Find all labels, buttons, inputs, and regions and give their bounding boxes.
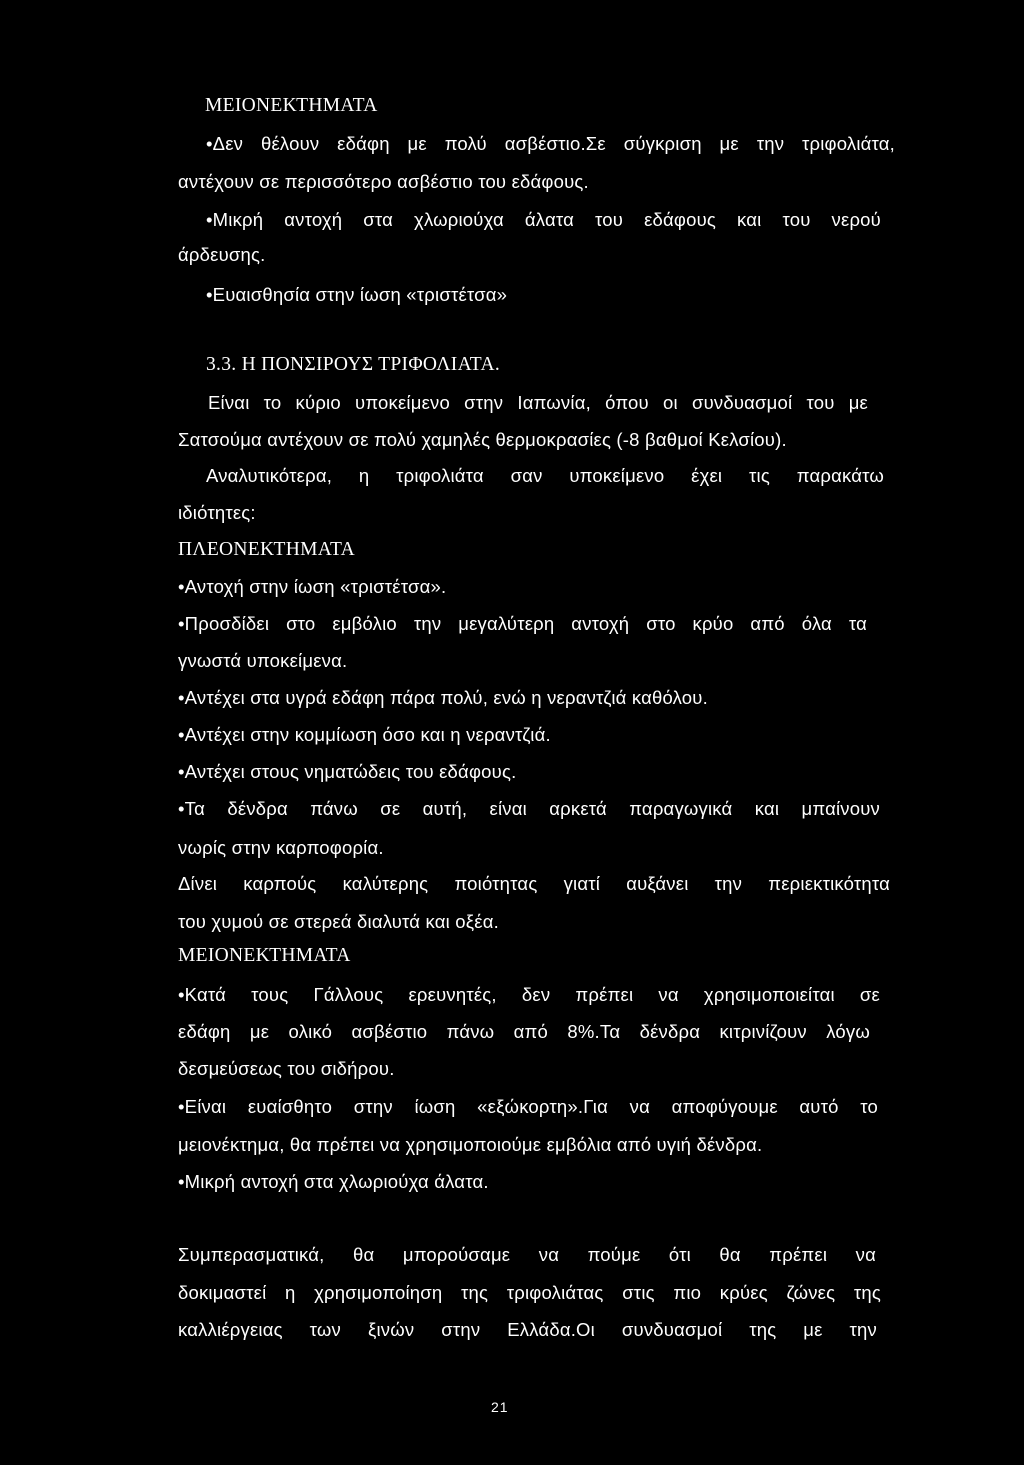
text-line: άρδευσης. xyxy=(178,244,266,265)
text-line: μειονέκτημα, θα πρέπει να χρησιμοποιούμε εμβόλια από υγιή δένδρα. xyxy=(178,1134,763,1155)
text-line: •Προσδίδει στο εμβόλιο την μεγαλύτερη αντοχή στο κρύο από όλα τα xyxy=(178,613,867,634)
section-heading-disadvantages: ΜΕΙΟΝΕΚΤΗΜΑΤΑ xyxy=(205,95,378,116)
section-heading-disadvantages-2: ΜΕΙΟΝΕΚΤΗΜΑΤΑ xyxy=(178,945,351,966)
text-line: γνωστά υποκείμενα. xyxy=(178,650,348,671)
text-line: Δίνει καρπούς καλύτερης ποιότητας γιατί αυξάνει την περιεκτικότητα xyxy=(178,873,890,894)
text-line: Σατσούμα αντέχουν σε πολύ χαμηλές θερμοκρασίες (-8 βαθμοί Κελσίου). xyxy=(178,429,787,450)
text-line: •Είναι ευαίσθητο στην ίωση «εξώκορτη».Για να αποφύγουμε αυτό το xyxy=(178,1096,878,1117)
section-heading-advantages: ΠΛΕΟΝΕΚΤΗΜΑΤΑ xyxy=(178,539,356,560)
text-line: •Ευαισθησία στην ίωση «τριστέτσα» xyxy=(206,284,508,305)
text-line: Συμπερασματικά, θα μπορούσαμε να πούμε ότι θα πρέπει να xyxy=(178,1244,876,1265)
text-line: δοκιμαστεί η χρησιμοποίηση της τριφολιάτας στις πιο κρύες ζώνες της xyxy=(178,1282,881,1303)
text-line: εδάφη με ολικό ασβέστιο πάνω από 8%.Τα δένδρα κιτρινίζουν λόγω xyxy=(178,1021,870,1042)
text-line: του χυμού σε στερεά διαλυτά και οξέα. xyxy=(178,911,499,932)
text-line: •Αντέχει στους νηματώδεις του εδάφους. xyxy=(178,761,517,782)
text-line: •Τα δένδρα πάνω σε αυτή, είναι αρκετά παραγωγικά και μπαίνουν xyxy=(178,798,880,819)
text-line: •Μικρή αντοχή στα χλωριούχα άλατα. xyxy=(178,1171,489,1192)
text-line: αντέχουν σε περισσότερο ασβέστιο του εδάφους. xyxy=(178,171,589,192)
text-line: •Δεν θέλουν εδάφη με πολύ ασβέστιο.Σε σύγκριση με την τριφολιάτα, xyxy=(206,133,895,154)
text-line: δεσμεύσεως του σιδήρου. xyxy=(178,1058,395,1079)
text-line: ιδιότητες: xyxy=(178,502,256,523)
text-line: •Αντέχει στην κομμίωση όσο και η νεραντζιά. xyxy=(178,724,551,745)
text-line: •Μικρή αντοχή στα χλωριούχα άλατα του εδάφους και του νερού xyxy=(206,209,881,230)
text-line: Είναι το κύριο υποκείμενο στην Ιαπωνία, όπου οι συνδυασμοί του με xyxy=(208,392,868,413)
text-line: •Κατά τους Γάλλους ερευνητές, δεν πρέπει να χρησιμοποιείται σε xyxy=(178,984,880,1005)
text-line: Αναλυτικότερα, η τριφολιάτα σαν υποκείμενο έχει τις παρακάτω xyxy=(206,465,884,486)
text-line: νωρίς στην καρποφορία. xyxy=(178,837,384,858)
section-heading-poncirus: 3.3. Η ΠΟΝΣΙΡΟΥΣ ΤΡΙΦΟΛΙΑΤΑ. xyxy=(206,354,501,375)
text-line: καλλιέργειας των ξινών στην Ελλάδα.Οι συνδυασμοί της με την xyxy=(178,1319,877,1340)
text-line: •Αντέχει στα υγρά εδάφη πάρα πολύ, ενώ η νεραντζιά καθόλου. xyxy=(178,687,708,708)
page-number: 21 xyxy=(491,1399,509,1415)
text-line: •Αντοχή στην ίωση «τριστέτσα». xyxy=(178,576,447,597)
